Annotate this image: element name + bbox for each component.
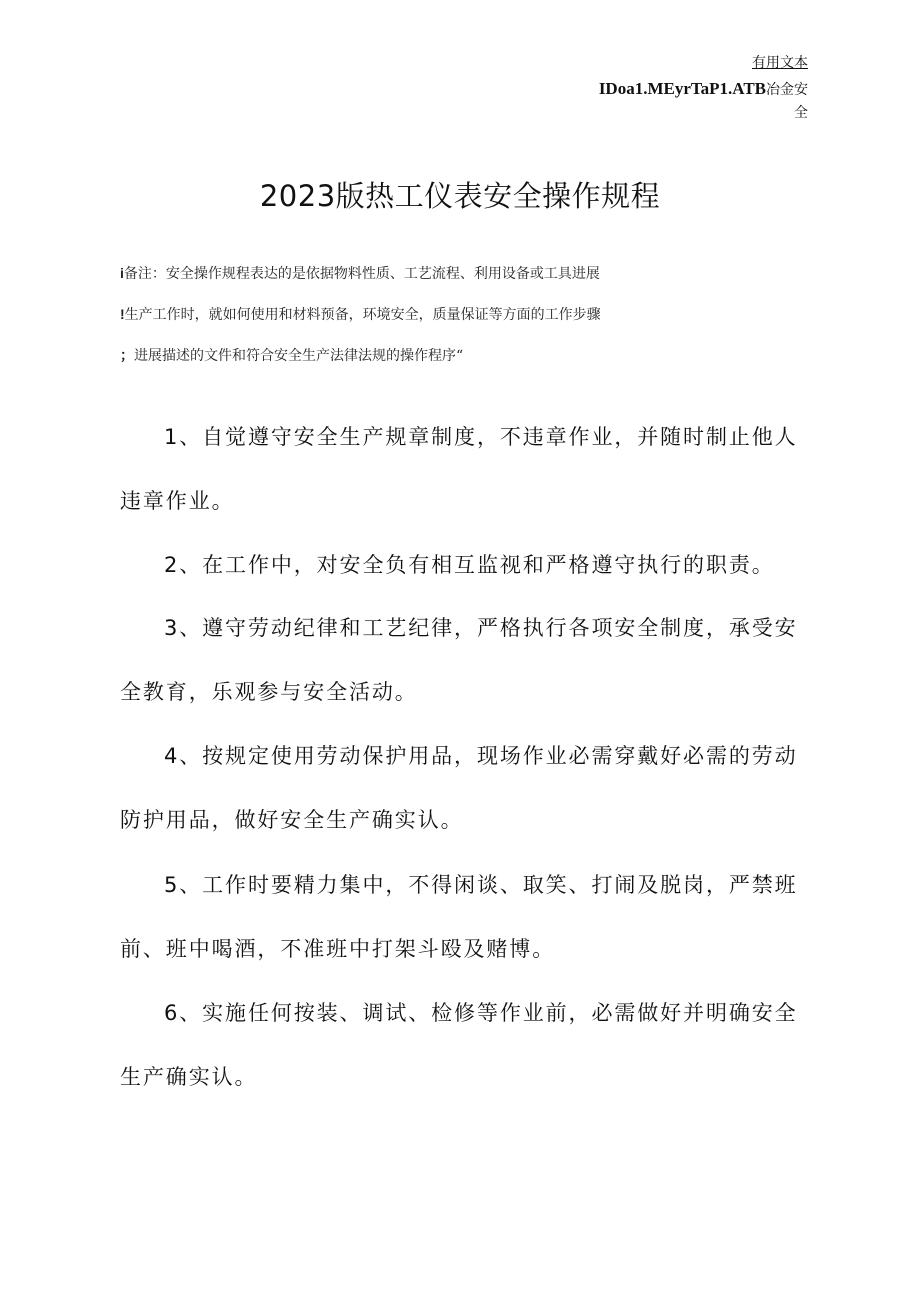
note-text: 进展描述的文件和符合安全生产法律法规的操作程序“ <box>134 348 464 364</box>
rule-item-5: 5、工作时要精力集中，不得闲谈、取笑、打闹及脱岗，严禁班前、班中喝酒，不准班中打架斗殴及赌博。 <box>120 873 798 961</box>
rule-item-2: 2、在工作中，对安全负有相互监视和严格遵守执行的职责。 <box>164 553 775 577</box>
note-mark: ! <box>120 306 125 322</box>
header-doc-line <box>599 79 808 100</box>
header-useful-text: 有用文本 <box>752 55 808 71</box>
note-line <box>120 263 600 284</box>
rule-item-4: 4、按规定使用劳动保护用品，现场作业必需穿戴好必需的劳动防护用品，做好安全生产确实认。 <box>120 744 798 832</box>
note-line <box>120 345 463 366</box>
header-doc-code: IDoa1.MEyrTaP1.ATB <box>598 79 766 98</box>
rule-item-3: 3、遵守劳动纪律和工艺纪律，严格执行各项安全制度，承受安全教育，乐观参与安全活动。 <box>120 616 798 704</box>
note-text: 备注：安全操作规程表达的是依据物料性质、工艺流程、利用设备或工具进展 <box>123 266 600 282</box>
note-text: 生产工作时，就如何使用和材料预备，环境安全，质量保证等方面的工作步骤 <box>124 307 601 323</box>
note-mark: ； <box>120 347 134 363</box>
header-category-part2: 全 <box>794 105 808 121</box>
note-line <box>120 304 601 325</box>
note-mark: i <box>120 265 124 281</box>
rule-item-6: 6、实施任何按装、调试、检修等作业前，必需做好并明确安全生产确实认。 <box>120 1001 798 1089</box>
page-title: 2023版热工仪表安全操作规程 <box>259 179 661 213</box>
rule-item-1: 1、自觉遵守安全生产规章制度，不违章作业，并随时制止他人违章作业。 <box>120 425 798 513</box>
header-category-part1: 冶金安 <box>766 82 808 98</box>
